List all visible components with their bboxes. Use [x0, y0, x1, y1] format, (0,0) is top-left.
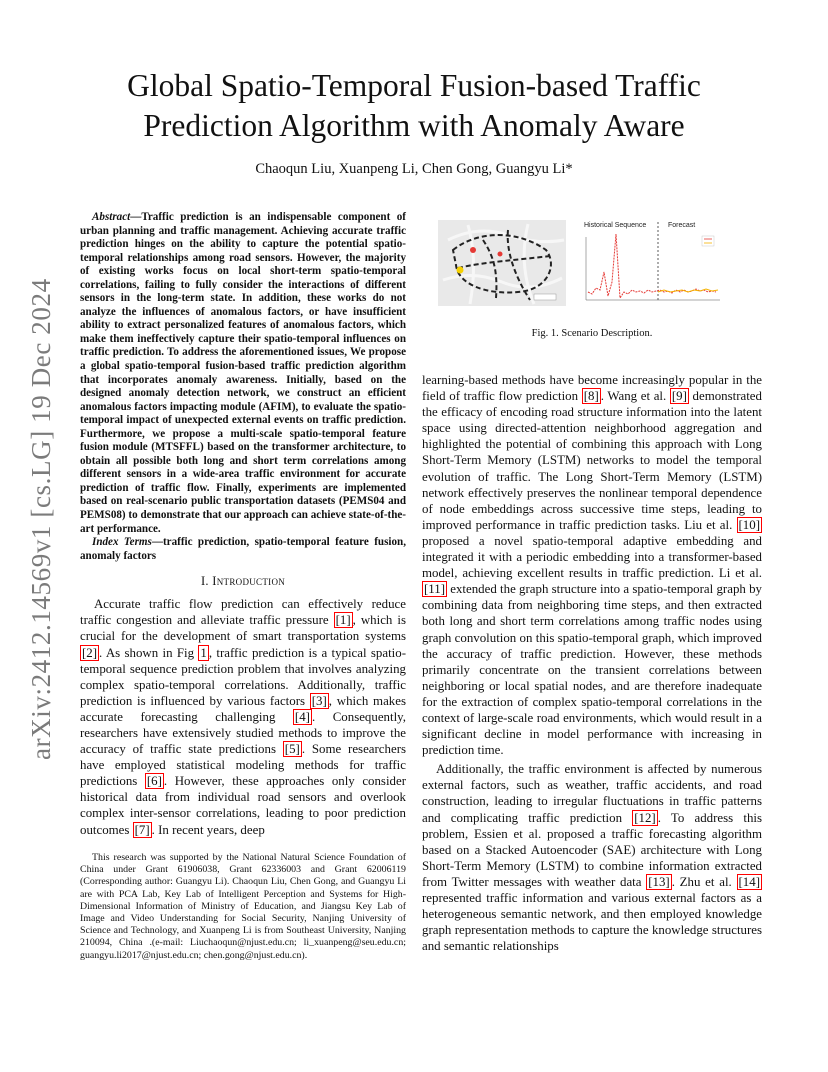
index-terms-lead: Index Terms	[92, 536, 152, 549]
section-title: Introduction	[212, 574, 286, 589]
index-terms	[80, 536, 406, 563]
citation-link[interactable]: [4]	[294, 709, 310, 724]
section-number: I.	[200, 574, 213, 589]
abstract	[80, 211, 406, 536]
forecast-label: Forecast	[668, 222, 696, 229]
citation-link[interactable]: [8]	[583, 389, 599, 404]
citation-link[interactable]: [1]	[335, 613, 351, 628]
footnote: This research was supported by the National Natural Science Foundation of China under Grant 61906038, Grant 62336003 and Grant 62006119 (Corresponding author: Guangyu Li). Chaoqun Liu, Chen Gong, and Guangyu Li are with PCA Lab, Key Lab of Intelligent Perception and Systems for High-Dimensional Information of Ministry of Education, and Jiangsu Key Lab of Image and Video Understanding for Social Security, Nanjing University of Science and Technology, and Xuanpeng Li is from Southeast University, Nanjing 210094, China .(e-mail: Liuchaoqun@njust.edu.cn; li_xuanpeng@seu.edu.cn; guangyu.li2017@njust.edu.cn; chen.gong@njust.edu.cn).	[80, 852, 406, 961]
authors: Chaoqun Liu, Xuanpeng Li, Chen Gong, Guangyu Li*	[255, 161, 573, 177]
road-network-map	[438, 220, 566, 306]
citation-link[interactable]: [7]	[134, 822, 150, 837]
citation-link[interactable]: [9]	[671, 389, 687, 404]
arxiv-identifier: arXiv:2412.14569v1 [cs.LG] 19 Dec 2024	[26, 278, 56, 760]
intro-paragraph-1: Accurate traffic flow prediction can effectively reduce traffic congestion and alleviate traffic pressure [1] , which is crucial for the development of smart transportation systems [2] . As shown in Fig 1 , traffic prediction is a typical spatio-temporal sequence prediction problem that involves analyzing complex spatio-temporal correlations. Additionally, traffic prediction is influenced by various factors [3] , which makes accurate forecasting challenging [4] . Consequently, researchers have extensively studied methods to improve the accuracy of traffic state predictions [5] . Some researchers have employed statistical modeling methods for traffic predictions [6] . However, these approaches only consider historical data from individual road sensors and overlook complex inter-sensor correlations, leading to poor prediction outcomes [7] . In recent years, deep	[80, 597, 406, 837]
citation-link[interactable]: [2]	[82, 645, 98, 660]
right-paragraph-2: Additionally, the traffic environment is affected by numerous external factors, such as weather, traffic accidents, and road construction, leading to irregular fluctuations in traffic patterns and complicating traffic prediction [12] . To address this problem, Essien et al. proposed a traffic forecasting algorithm based on a Stacked Autoencoder (SAE) architecture with Long Short-Term Memory (LSTM) to combine information extracted from Twitter messages with weather data [13] . Zhu et al. [14] represented traffic information and various external factors as a heterogeneous semantic network, and then employed knowledge graph representation methods to capture the knowledge structures and semantic relationships	[422, 762, 762, 954]
citation-link[interactable]: [10]	[738, 517, 760, 532]
citation-link[interactable]: [6]	[146, 774, 162, 789]
right-column	[422, 372, 762, 954]
abstract-lead: Abstract	[92, 211, 131, 223]
historical-sequence-label: Historical Sequence	[584, 222, 647, 229]
map-image	[438, 220, 566, 306]
citation-link[interactable]: [14]	[738, 874, 760, 889]
citation-link[interactable]: [5]	[284, 742, 300, 757]
figure-caption: Fig. 1. Scenario Description.	[531, 328, 653, 339]
index-terms-text: —traffic prediction, spatio-temporal feature fusion, anomaly factors	[80, 536, 406, 562]
traffic-sequence-chart	[578, 212, 762, 312]
citation-link[interactable]: [13]	[648, 874, 670, 889]
citation-link[interactable]: [3]	[311, 693, 327, 708]
figure-1	[422, 212, 762, 312]
citation-link[interactable]: [12]	[634, 810, 656, 825]
paper-title: Global Spatio-Temporal Fusion-based Traffic Prediction Algorithm with Anomaly Aware	[127, 68, 701, 143]
figure-link[interactable]: 1	[200, 645, 207, 660]
citation-link[interactable]: [11]	[424, 582, 445, 597]
abstract-text: —Traffic prediction is an indispensable component of urban planning and traffic management. Achieving accurate traffic prediction hinges on the ability to capture the potential spatio-temporal relationships among road sensors. However, the majority of existing works focus on local short-term spatio-temporal correlations, failing to fully consider the interactions of different sensors in the long-term state. In addition, these works do not analyze the influences of anomalous factors, or have insufficient ability to extract personalized features of anomalous factors, which make them ineffectively capture their spatio-temporal influences on traffic prediction. To address the aforementioned issues, We propose a global spatio-temporal fusion-based traffic prediction algorithm that incorporates anomaly awareness. Initially, based on the designed anomaly detection network, we construct an efficient anomalous factors impacting module (AFIM), to evaluate the spatio-temporal impact of unexpected external events on traffic prediction. Furthermore, we propose a multi-scale spatio-temporal feature fusion module (MTSFFL) based on the transformer architecture, to obtain all possible both long and short term correlations among different sensors in a wide-area traffic environment for accurate prediction of traffic flow. Finally, experiments are implemented based on real-scenario public transportation datasets (PEMS04 and PEMS08) to demonstrate that our approach can achieve state-of-the-art performance.	[80, 211, 406, 535]
right-paragraph-1: learning-based methods have become increasingly popular in the field of traffic flow prediction [8] . Wang et al. [9] demonstrated the efficacy of encoding road structure information into the latent space using directed-attention neighborhood aggregation and highlighted the potential of combining this approach with Long Short-Term Memory (LSTM) networks to model the temporal evolution of traffic. The Long Short-Term Memory (LSTM) network effectively preserves the nonlinear temporal dependence of node embeddings across successive time steps, leading to improved performance in traffic prediction tasks. Liu et al. [10] proposed a novel spatio-temporal adaptive embedding and integrated it with a periodic embedding into a transformer-based model, achieving excellent results in traffic prediction. Li et al. [11] extended the graph structure into a spatio-temporal graph by combining data from neighboring time steps, and then extracted both long and short term correlations among traffic nodes using graph convolution on this spatio-temporal graph, which improved the accuracy of traffic prediction. However, these methods primarily concentrate on the transient correlations between neighboring or local spatial nodes, and are therefore inadequate for the extraction of complex spatio-temporal correlations in the context of large-scale road environments, which would result in a significant decline in model performance with increasing in prediction time.	[422, 373, 762, 758]
left-column	[80, 211, 406, 838]
section-heading	[80, 574, 406, 589]
